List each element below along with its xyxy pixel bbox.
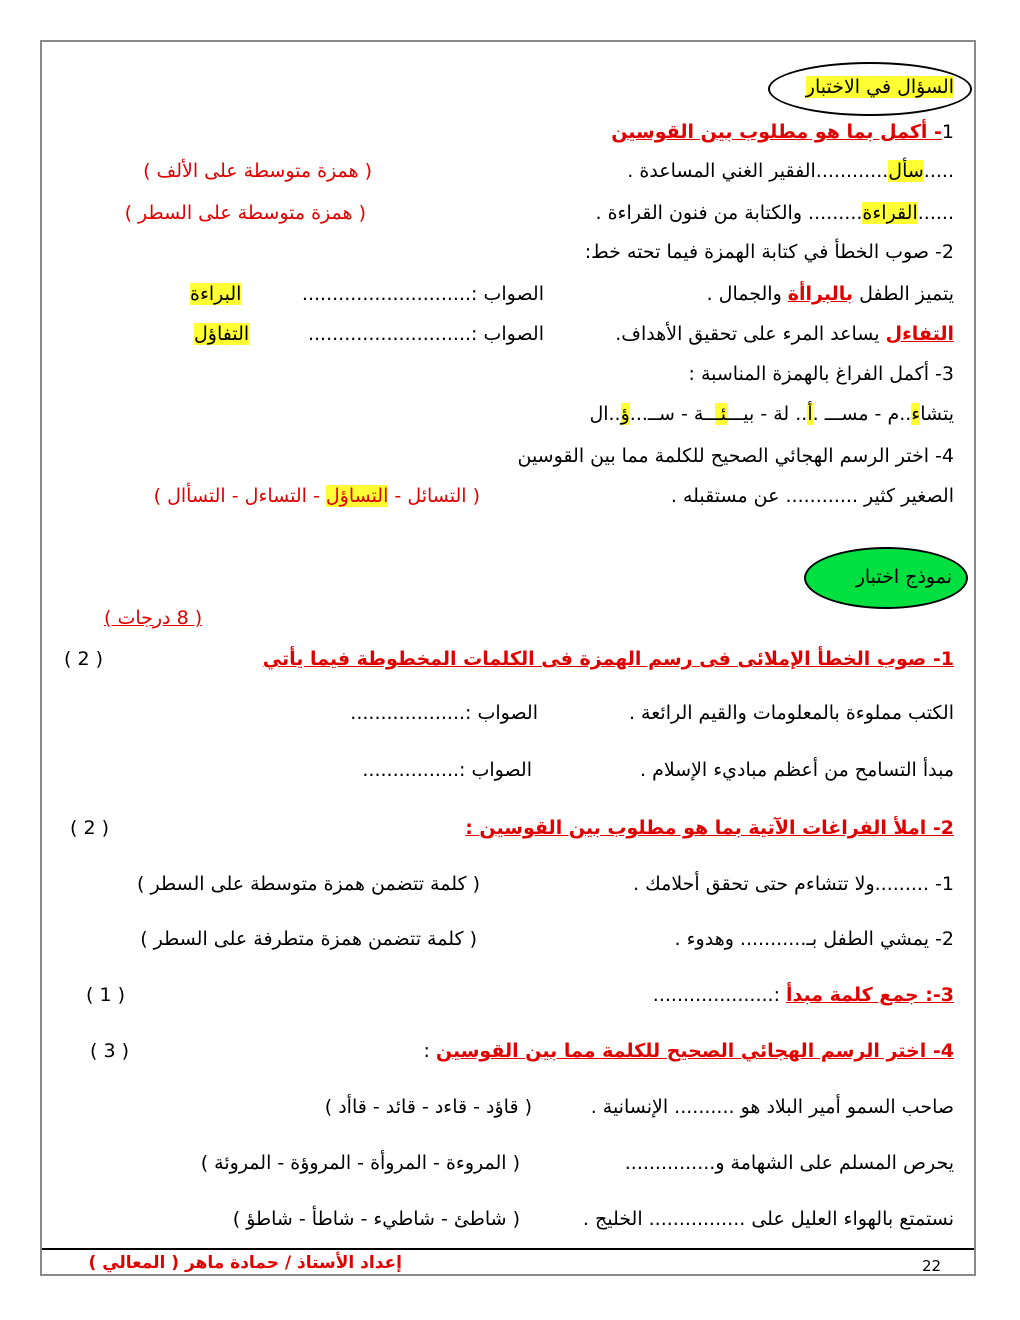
model-badge: نموذج اختبار: [855, 566, 952, 588]
q2-line-2-wrong: التفاءل: [885, 323, 954, 345]
q3-word-3a: أ: [807, 403, 813, 425]
q2-line-1-after: والجمال .: [706, 283, 788, 305]
q2-line-1-before: يتميز الطفل: [853, 283, 954, 305]
q2-line-1-answer-row: [302, 281, 544, 307]
q1-title: [50, 119, 954, 145]
q1-number: 1: [941, 121, 954, 143]
q3-word-3b: .. لة: [773, 403, 808, 425]
q2-number: 2: [941, 241, 954, 263]
q3-title: [50, 361, 954, 387]
q1-line-1-post: ............الفقير الغني المساعدة .: [627, 160, 889, 182]
s2-q4-title: [50, 1038, 954, 1064]
q4-title-text: - اختر الرسم الهجائي الصحيح للكلمة مما بين القوسين: [517, 445, 942, 467]
s2-q4-line-3: نستمتع بالهواء العليل على ................ الخليج .: [582, 1208, 954, 1230]
s2-q4-line-2-options: ( المروءة - المروأة - المروؤة - المروئة ): [200, 1152, 520, 1174]
q3-word-5b: ؤ: [620, 403, 630, 425]
q1-line-1-answer: سأل: [888, 160, 924, 182]
q3-word-4b: ئـ: [715, 403, 727, 425]
q4-title: [50, 443, 954, 469]
s2-q4-line-2: يحرص المسلم على الشهامة و...............: [624, 1152, 954, 1174]
q4-options-open: ( التسائل -: [388, 485, 480, 507]
s2-q3-blank: :....................: [652, 984, 780, 1006]
q2-line-1-label: الصواب :............................: [301, 283, 544, 305]
s2-q1-line-1: الكتب مملوءة بالمعلومات والقيم الرائعة .: [628, 702, 954, 724]
q4-number: 4: [941, 445, 954, 467]
q1-line-2-post: ......... والكتابة من فنون القراءة .: [595, 202, 863, 224]
q2-line-1-answer: [190, 281, 241, 307]
q2-line-2-answer: [194, 321, 249, 347]
q2-title-text: - صوب الخطأ في كتابة الهمزة فيما تحته خط:: [584, 241, 942, 263]
q1-title-text: - أكمل بما هو مطلوب بين القوسين: [611, 121, 942, 143]
q3-word-4c: ــة: [693, 403, 716, 425]
q3-word-1b: ء: [911, 403, 921, 425]
q1-line-2-hint: ( همزة متوسطة على السطر ): [124, 202, 366, 224]
s2-q2-line-2-hint: ( كلمة تتضمن همزة متطرفة على السطر ): [140, 928, 477, 950]
q4-answer: التساؤل: [325, 485, 389, 507]
q3-title-text: - أكمل الفراغ بالهمزة المناسبة :: [688, 363, 942, 385]
q2-line-1-wrong: بالبراأة: [787, 283, 854, 305]
s2-q1-marks: ( 2 ): [64, 648, 103, 670]
section-badge: [806, 74, 954, 100]
total-marks: ( 8 درجات ): [104, 607, 203, 629]
footer-page-number: 22: [922, 1257, 942, 1275]
q2-line-2-answer-row: [308, 321, 544, 347]
s2-q4-line-3-options: ( شاطئ - شاطيء - شاطأ - شاطؤ ): [232, 1208, 520, 1230]
s2-q3-title: 3-: جمع كلمة مبدأ: [785, 984, 954, 1006]
s2-q4-line-1: صاحب السمو أمير البلاد هو .......... الإنسانية .: [590, 1096, 954, 1118]
footer-author: إعداد الأستاذ / حمادة ماهر ( المعالي ): [88, 1253, 402, 1273]
q2-line-1-answer-text: البراءة: [190, 283, 242, 305]
q1-line-2-answer: القراءة: [862, 202, 918, 224]
s2-q2-line-1: 1- .........ولا تتشاءم حتى تحقق أحلامك .: [633, 873, 954, 895]
q1-line-2-pre: ......: [917, 202, 954, 224]
s2-q2-line-2: 2- يمشي الطفل بـ........... وهدوء .: [674, 928, 954, 950]
q3-line: [50, 401, 954, 427]
s2-q4-marks: ( 3 ): [90, 1040, 129, 1062]
s2-q2-marks: ( 2 ): [70, 817, 109, 839]
s2-q1-line-2: مبدأ التسامح من أعظم مباديء الإسلام .: [639, 759, 954, 781]
section-badge-text: السؤال في الاختبار: [805, 76, 954, 98]
s2-q3-marks: ( 1 ): [86, 984, 125, 1006]
q4-options: [154, 483, 480, 509]
q3-word-1a: يتشا: [920, 403, 954, 425]
s2-q2-title: 2- املأ الفراغات الآتية بما هو مطلوب بين القوسين :: [465, 817, 954, 839]
s2-q4-line-1-options: ( قاؤد - قاءد - قائد - قاأد ): [324, 1096, 532, 1118]
q3-word-2: مســـ .: [812, 403, 869, 425]
q3-word-5a: ســ...: [629, 403, 675, 425]
s2-q1-line-1-label: الصواب :...................: [350, 702, 538, 724]
q3-word-4a: بيـــ: [726, 403, 755, 425]
q3-word-1c: ..م: [887, 403, 912, 425]
s2-q2-line-1-hint: ( كلمة تتضمن همزة متوسطة على السطر ): [137, 873, 480, 895]
s2-q4-colon: :: [423, 1040, 436, 1062]
s2-q1-line-2-label: الصواب :................: [362, 759, 532, 781]
q3-sep-3: -: [674, 403, 694, 425]
q3-sep-1: -: [868, 403, 888, 425]
q2-title: [50, 239, 954, 265]
q4-sentence: الصغير كثير ............ عن مستقبله .: [670, 485, 954, 507]
q1-line-1-pre: .....: [923, 160, 954, 182]
q2-line-2-after: يساعد المرء على تحقيق الأهداف.: [615, 323, 886, 345]
q1-line-1-hint: ( همزة متوسطة على الألف ): [143, 160, 372, 182]
s2-q4-title-text: 4- اختر الرسم الهجائي الصحيح للكلمة مما بين القوسين: [435, 1040, 954, 1062]
q4-options-close: - التساءل - التسأال ): [153, 485, 326, 507]
q3-word-5c: ..ال: [589, 403, 621, 425]
s2-q1-title: 1- صوب الخطأ الإملائى فى رسم الهمزة فى الكلمات المخطوطة فيما يأتي: [262, 648, 954, 670]
q3-sep-2: -: [754, 403, 774, 425]
q2-line-2-label: الصواب :...........................: [307, 323, 544, 345]
q2-line-2-answer-text: التفاؤل: [194, 323, 250, 345]
q3-number: 3: [941, 363, 954, 385]
